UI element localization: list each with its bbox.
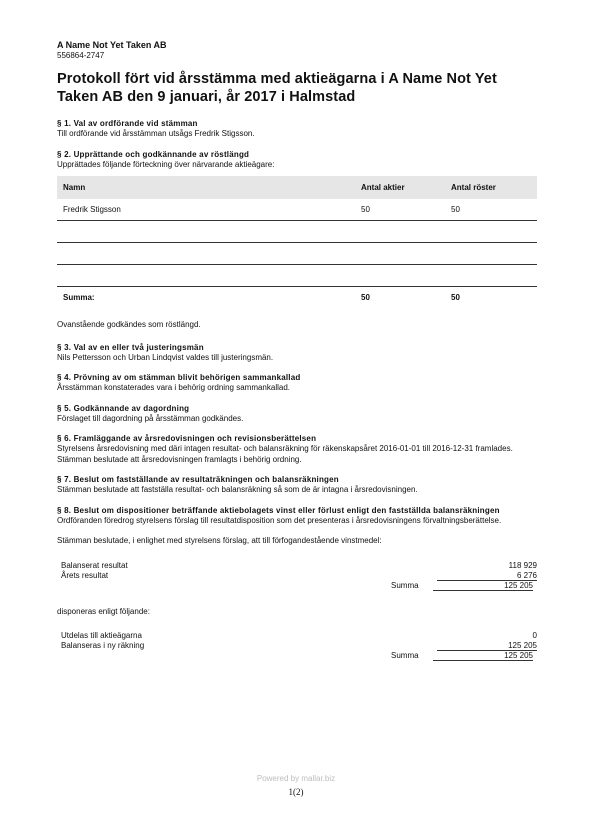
cell-name: Fredrik Stigsson [63,205,121,214]
funds-label: Balanserat resultat [61,560,128,570]
sum-shares: 50 [361,293,370,302]
cell-shares: 50 [361,205,370,214]
disposition-intro: disponeras enligt följande: [57,606,150,616]
decision-text: Stämman beslutade, i enlighet med styrelsens förslag, att till förfogandestående vinstmedel: [57,536,382,545]
section-body: Stämman beslutade att fastställa resultat- och balansräkning så som de är intagna i årsredovisningen. [57,485,418,494]
table-header-row [57,176,537,199]
disposition-table [57,631,537,661]
section-heading: § 6. Framläggande av årsredovisningen och revisionsberättelsen [57,434,317,443]
funds-value: 118 929 [508,560,537,570]
sum-label: Summa: [63,293,95,302]
table-row-empty [57,243,537,265]
section-5 [57,404,537,425]
section-heading: § 3. Val av en eller två justeringsmän [57,342,204,352]
section-heading: § 5. Godkännande av dagordning [57,403,190,413]
table-row [57,199,537,221]
table-row-empty [57,221,537,243]
section-body: Till ordförande vid årsstämman utsågs Fredrik Stigsson. [57,129,255,138]
disposition-sum-value: 125 205 [433,651,533,661]
powered-by-link[interactable]: Powered by mallar.biz [256,774,336,783]
disposition-label: Utdelas till aktieägarna [61,631,142,640]
section-heading: § 1. Val av ordförande vid stämman [57,119,198,128]
disposition-value: 125 205 [437,641,537,651]
section-body: Styrelsens årsredovisning med däri intagen resultat- och balansräkning för räkenskapsåret 2016-01-01 till 2016-12-31 framlades. Stämman beslutade att årsredovisningen framlagts i behörig ordning. [57,444,513,464]
funds-row [57,571,537,581]
disposition-row [57,641,537,651]
org-number: 556864-2747 [57,51,105,60]
company-name: A Name Not Yet Taken AB [57,40,167,50]
document-page [57,40,537,661]
section-2 [57,150,537,171]
header-votes: Antal röster [451,183,496,192]
funds-row [57,561,537,571]
page-number: 1(2) [288,787,304,797]
disposition-label: Balanseras i ny räkning [61,641,145,650]
section-body: Ordföranden föredrog styrelsens förslag till resultatdisposition som det presenteras i årsredovisningens förvaltningsberättelse. [57,515,502,525]
sum-votes: 50 [451,293,460,302]
funds-table [57,561,537,591]
disposition-sum-label: Summa [391,651,419,660]
funds-sum-label: Summa [391,580,419,590]
section-6 [57,434,537,465]
disposition-sum-row [57,651,537,661]
header-shares: Antal aktier [361,183,405,192]
cell-votes: 50 [451,205,460,214]
table-row-empty [57,265,537,286]
section-body: Upprättades följande förteckning över närvarande aktieägare: [57,159,275,169]
disposition-value: 0 [532,631,537,640]
section-4 [57,373,537,394]
approved-text: Ovanstående godkändes som röstlängd. [57,320,201,329]
section-heading: § 7. Beslut om fastställande av resultaträkningen och balansräkningen [57,475,339,484]
section-heading: § 4. Prövning av om stämman blivit behörigen sammankallad [57,373,301,382]
funds-sum-value: 125 205 [433,581,533,591]
document-title: Protokoll fört vid årsstämma med aktieägarna i A Name Not Yet Taken AB den 9 januari, år 2017 i Halmstad [57,71,497,105]
section-heading: § 8. Beslut om dispositioner beträffande aktiebolagets vinst eller förlust enligt den fastställda balansräkningen [57,505,500,515]
funds-value: 6 276 [437,571,537,581]
disposition-row [57,631,537,641]
section-7 [57,475,537,496]
section-heading: § 2. Upprättande och godkännande av röstlängd [57,149,250,159]
section-body: Årsstämman konstaterades vara i behörig ordning sammankallad. [57,383,291,392]
section-body: Nils Pettersson och Urban Lindqvist valdes till justeringsmän. [57,352,274,362]
voting-table [57,176,537,308]
section-3 [57,343,537,364]
funds-sum-row [57,581,537,591]
table-sum-row [57,286,537,308]
section-body: Förslaget till dagordning på årsstämman godkändes. [57,413,244,423]
header-name: Namn [63,183,86,192]
section-8 [57,506,537,527]
section-1 [57,119,537,140]
funds-label: Årets resultat [61,570,109,580]
